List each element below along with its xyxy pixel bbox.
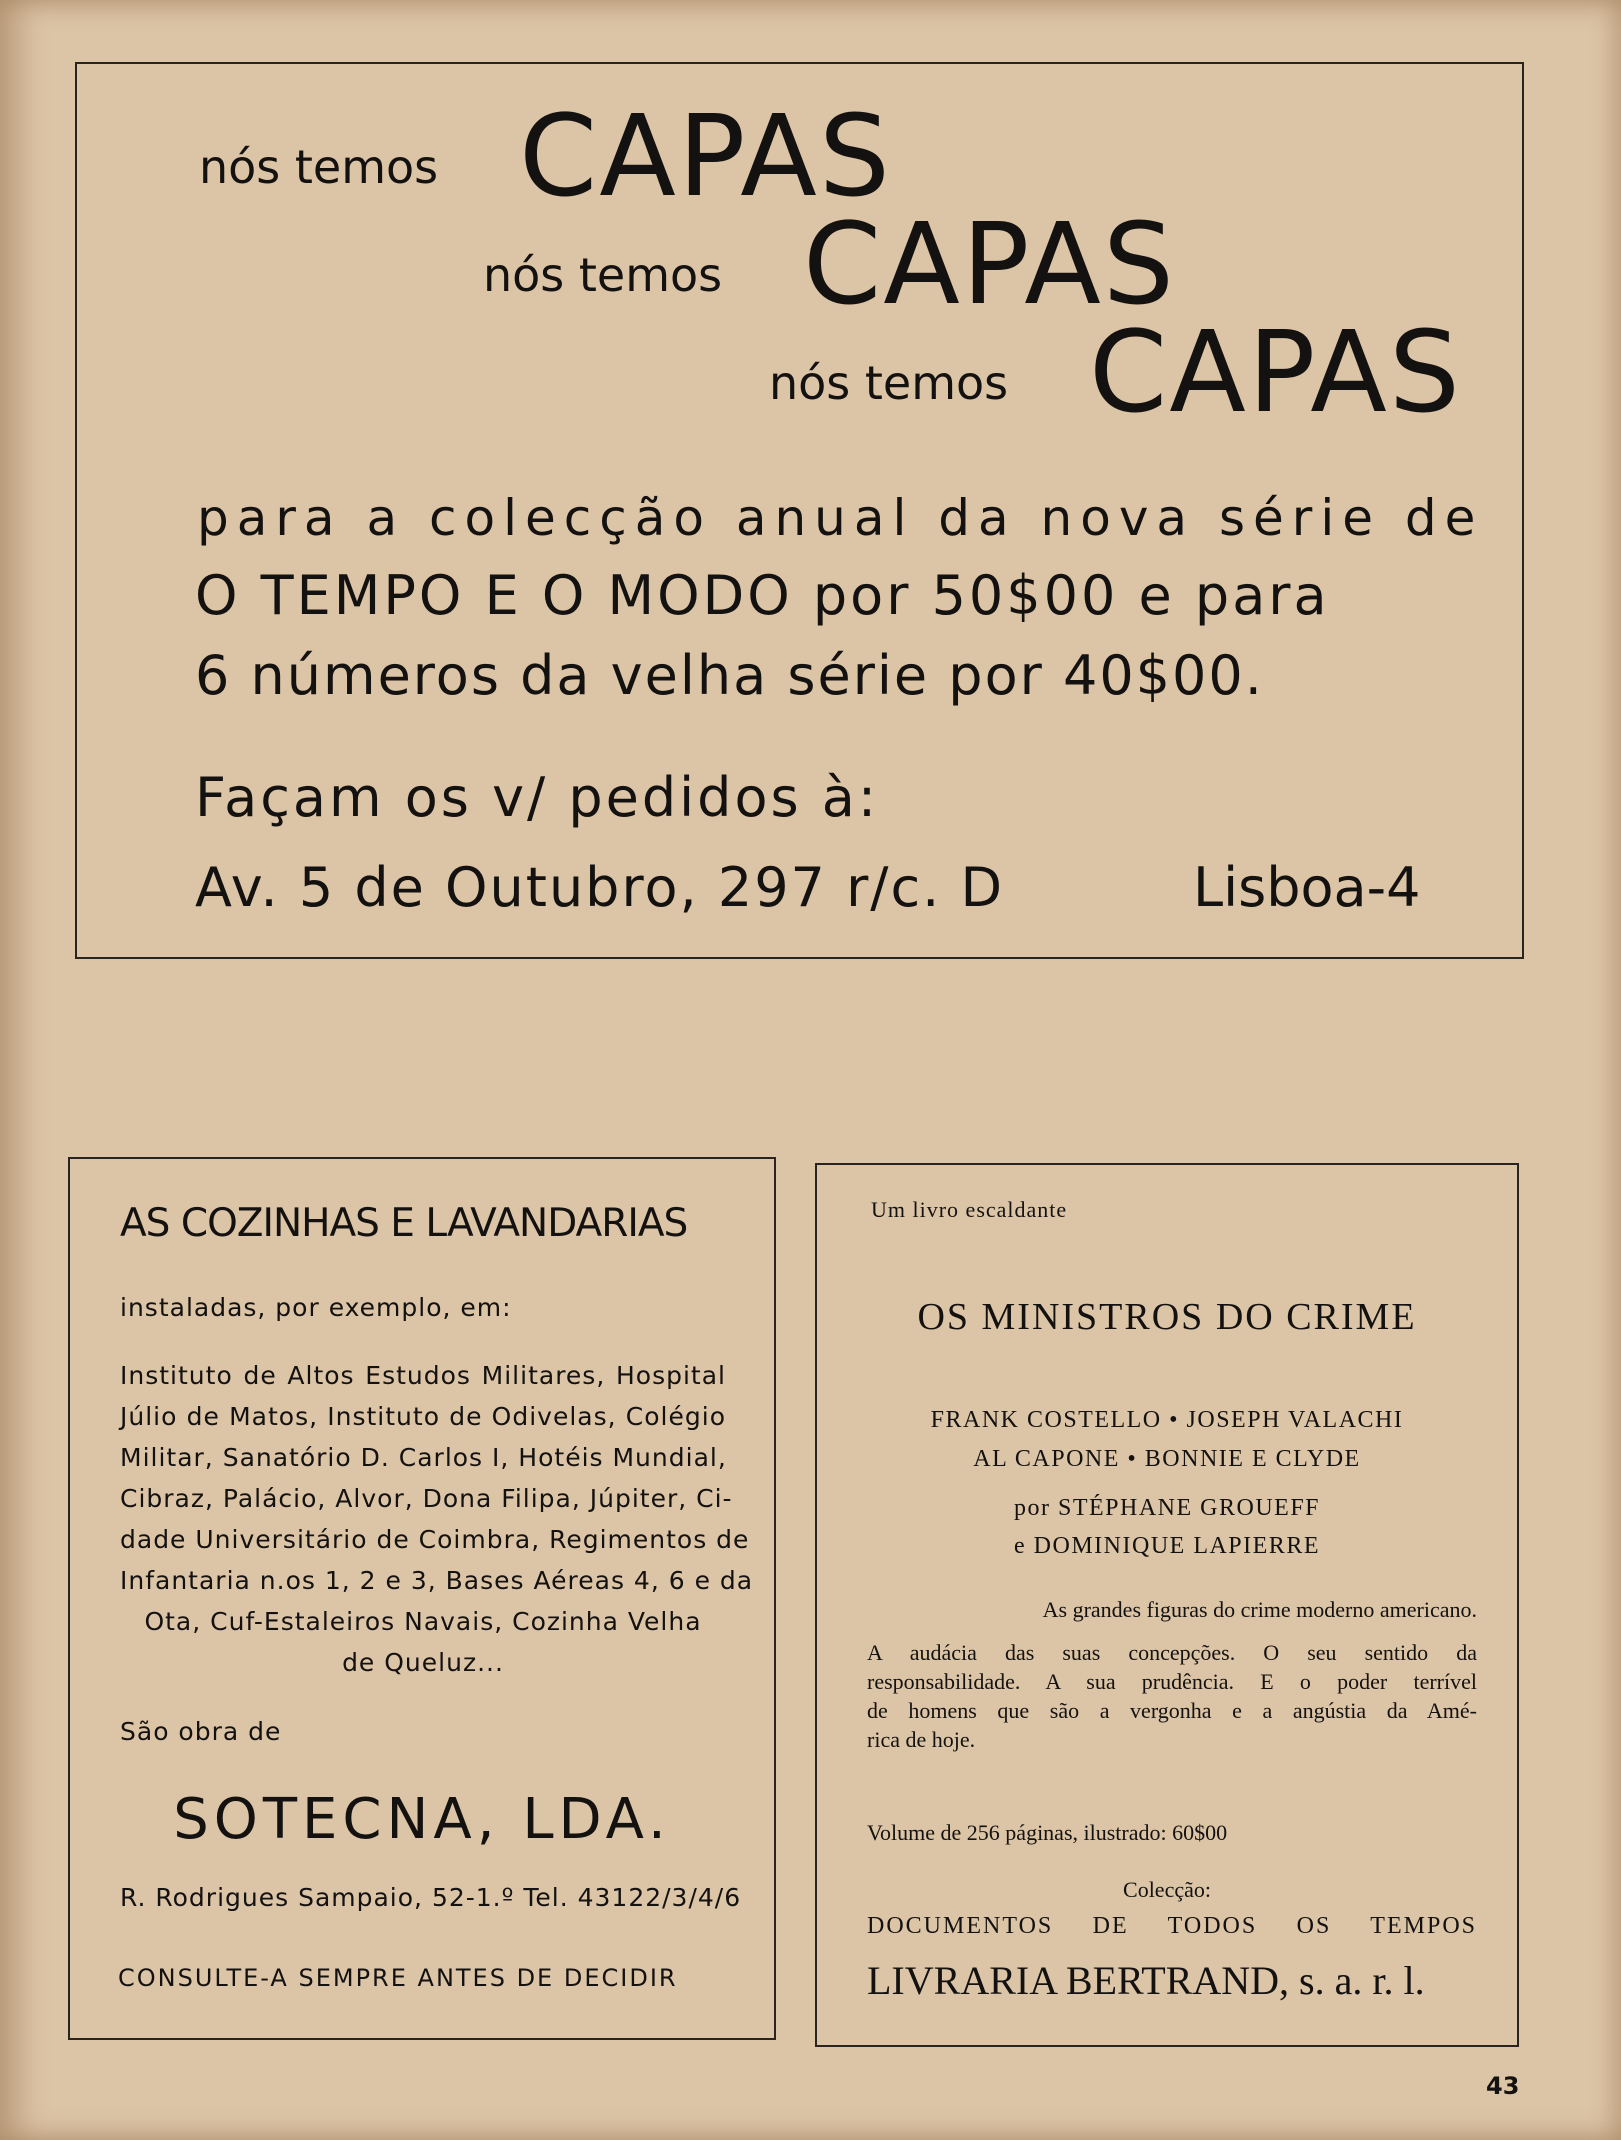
order-city: Lisboa-4 [1193, 856, 1421, 919]
desc-line: A audácia das suas concepções. O seu sentido da [867, 1640, 1477, 1665]
list-line: dade Universitário de Coimbra, Regimentos de [120, 1525, 750, 1554]
desc-line: de homens que são a vergonha e a angústia da Amé- [867, 1698, 1477, 1723]
order-address: Av. 5 de Outubro, 297 r/c. D [195, 856, 1005, 919]
book-names-2: AL CAPONE • BONNIE E CLYDE [973, 1446, 1361, 1472]
collection-label: Colecção: [1123, 1877, 1211, 1902]
list-line: Júlio de Matos, Instituto de Odivelas, Colégio [120, 1402, 726, 1431]
list-line: Militar, Sanatório D. Carlos I, Hotéis Mundial, [120, 1443, 727, 1472]
publisher-name: LIVRARIA BERTRAND, s. a. r. l. [867, 1958, 1425, 2003]
left-ad-intro: instaladas, por exemplo, em: [120, 1293, 512, 1322]
line2-capas: CAPAS [803, 200, 1176, 330]
offer-line-2: O TEMPO E O MODO por 50$00 e para [195, 564, 1330, 627]
offer-line-1: para a colecção anual da nova série de [197, 489, 1484, 547]
sotecna-advertisement [68, 1157, 776, 2040]
obra-label: São obra de [120, 1717, 282, 1746]
line1-capas: CAPAS [519, 92, 892, 222]
book-title: OS MINISTROS DO CRIME [917, 1296, 1417, 1338]
capas-advertisement [75, 62, 1524, 959]
line3-capas: CAPAS [1089, 308, 1462, 438]
line1-lead: nós temos [199, 140, 439, 194]
company-address: R. Rodrigues Sampaio, 52-1.º Tel. 43122/3/4/6 [120, 1883, 742, 1912]
book-names-1: FRANK COSTELLO • JOSEPH VALACHI [930, 1407, 1404, 1433]
list-line: Cibraz, Palácio, Alvor, Dona Filipa, Júpiter, Ci- [120, 1484, 733, 1513]
book-volume-price: Volume de 256 páginas, ilustrado: 60$00 [867, 1820, 1228, 1845]
book-desc-lead: As grandes figuras do crime moderno americano. [1042, 1597, 1477, 1622]
book-description [867, 1638, 1477, 1754]
book-advertisement [815, 1163, 1519, 2047]
company-name: SOTECNA, LDA. [173, 1787, 671, 1852]
collection-name: DOCUMENTOS DE TODOS OS TEMPOS [867, 1913, 1477, 1939]
left-ad-heading: AS COZINHAS E LAVANDARIAS [120, 1201, 688, 1246]
company-slogan: CONSULTE-A SEMPRE ANTES DE DECIDIR [118, 1964, 678, 1992]
list-line: Instituto de Altos Estudos Militares, Hospital [120, 1361, 726, 1390]
book-kicker: Um livro escaldante [871, 1197, 1068, 1222]
desc-line: responsabilidade. A sua prudência. E o poder terrível [867, 1669, 1477, 1694]
book-author-1: por STÉPHANE GROUEFF [1013, 1495, 1321, 1521]
installations-list [120, 1355, 754, 1683]
desc-line: rica de hoje. [867, 1727, 976, 1752]
list-line: de Queluz... [342, 1648, 504, 1677]
list-line: Ota, Cuf-Estaleiros Navais, Cozinha Velha [144, 1607, 702, 1636]
book-author-2: e DOMINIQUE LAPIERRE [1014, 1533, 1320, 1559]
page-number: 43 [1486, 2072, 1520, 2100]
line2-lead: nós temos [483, 248, 723, 302]
list-line: Infantaria n.os 1, 2 e 3, Bases Aéreas 4, 6 e da [120, 1566, 754, 1595]
line3-lead: nós temos [769, 356, 1009, 410]
order-line: Façam os v/ pedidos à: [195, 766, 880, 829]
offer-line-3: 6 números da velha série por 40$00. [195, 644, 1264, 707]
